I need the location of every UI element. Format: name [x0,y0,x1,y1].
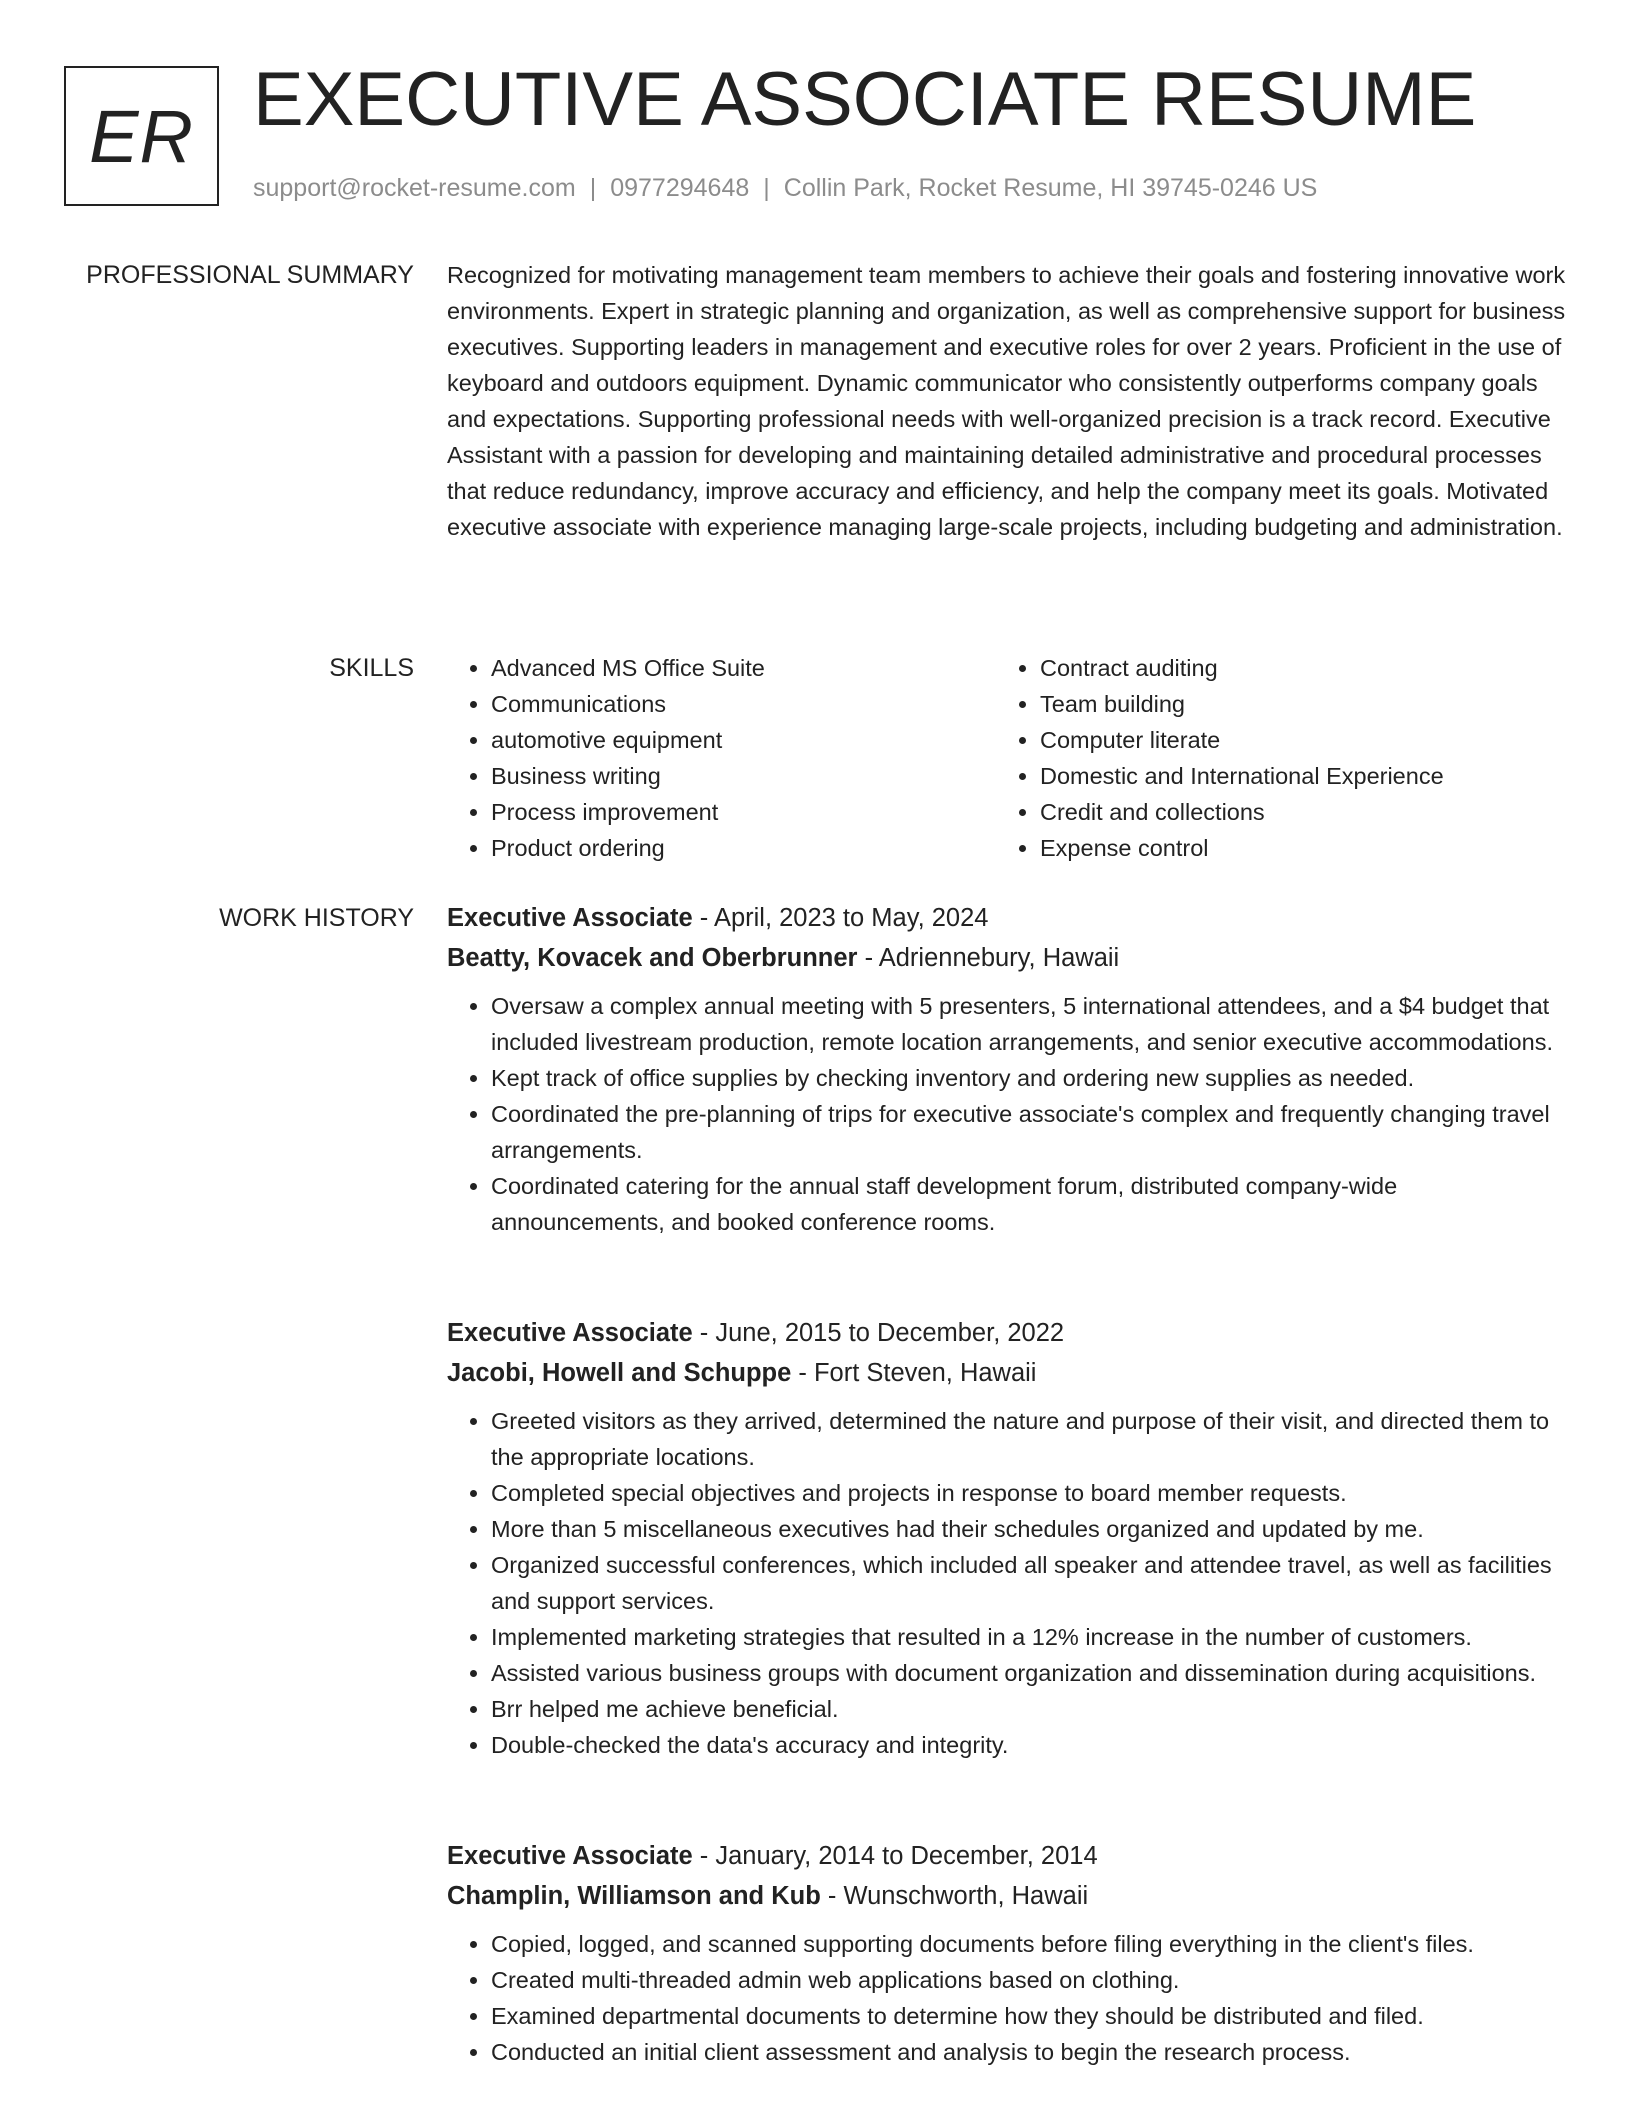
skill-item: • automotive equipment [491,722,996,758]
skill-item: • Contract auditing [1040,650,1545,686]
section-label-skills: SKILLS [329,654,414,682]
job-title: Executive Associate [447,904,693,932]
contact-line [253,174,1317,203]
job-bullet: • Assisted various business groups with document organization and dissemination during acquisitions. [491,1655,1567,1691]
monogram-initials: ER [89,94,194,178]
job-company-line [447,1353,1567,1393]
job-location: - Adriennebury, Hawaii [857,944,1120,972]
skills-body [447,650,1567,866]
job-entry [447,1836,1567,2070]
job-company-line [447,938,1567,978]
resume-title: EXECUTIVE ASSOCIATE RESUME [253,57,1477,142]
skill-item: • Advanced MS Office Suite [491,650,996,686]
job-location: - Fort Steven, Hawaii [791,1359,1037,1387]
job-bullet: • More than 5 miscellaneous executives had their schedules organized and updated by me. [491,1511,1567,1547]
job-entry [447,1313,1567,1763]
job-title-line [447,1836,1567,1876]
job-bullets [447,1403,1567,1763]
job-company-line [447,1876,1567,1916]
contact-separator: | [763,174,770,202]
skill-item: • Expense control [1040,830,1545,866]
job-bullet: • Coordinated the pre-planning of trips for executive associate's complex and frequently changing travel arrangements. [491,1096,1567,1168]
job-company: Champlin, Williamson and Kub [447,1882,821,1910]
job-bullets [447,1926,1567,2070]
section-label-summary: PROFESSIONAL SUMMARY [86,261,414,289]
job-bullets [447,988,1567,1240]
job-dates: - June, 2015 to December, 2022 [692,1319,1065,1347]
job-bullet: • Conducted an initial client assessment and analysis to begin the research process. [491,2034,1567,2070]
job-bullet: • Double-checked the data's accuracy and integrity. [491,1727,1567,1763]
contact-phone: 0977294648 [610,174,750,202]
skill-item: • Process improvement [491,794,996,830]
skill-item: • Team building [1040,686,1545,722]
monogram-box [64,66,219,206]
job-entry [447,898,1567,1240]
job-title: Executive Associate [447,1319,693,1347]
skill-item: • Product ordering [491,830,996,866]
contact-email: support@rocket-resume.com [253,174,576,202]
job-company: Jacobi, Howell and Schuppe [447,1359,792,1387]
skills-list-right [996,650,1545,866]
job-bullet: • Completed special objectives and projects in response to board member requests. [491,1475,1567,1511]
job-bullet: • Copied, logged, and scanned supporting documents before filing everything in the client's files. [491,1926,1567,1962]
skill-item: • Domestic and International Experience [1040,758,1545,794]
skill-item: • Communications [491,686,996,722]
contact-address: Collin Park, Rocket Resume, HI 39745-0246 US [783,174,1318,202]
skill-item: • Computer literate [1040,722,1545,758]
contact-separator: | [589,174,597,202]
job-bullet: • Organized successful conferences, which included all speaker and attendee travel, as well as facilities and support services. [491,1547,1567,1619]
job-company: Beatty, Kovacek and Oberbrunner [447,944,858,972]
job-dates: - January, 2014 to December, 2014 [692,1842,1098,1870]
job-bullet: • Examined departmental documents to determine how they should be distributed and filed. [491,1998,1567,2034]
job-title-line [447,898,1567,938]
job-location: - Wunschworth, Hawaii [820,1882,1089,1910]
summary-body [447,257,1567,545]
skill-item: • Business writing [491,758,996,794]
skill-item: • Credit and collections [1040,794,1545,830]
job-bullet: • Coordinated catering for the annual staff development forum, distributed company-wide announcements, and booked conference rooms. [491,1168,1567,1240]
job-bullet: • Brr helped me achieve beneficial. [491,1691,1567,1727]
job-bullet: • Oversaw a complex annual meeting with 5 presenters, 5 international attendees, and a $4 budget that included livestream production, remote location arrangements, and senior executive accommodations. [491,988,1567,1060]
summary-text: Recognized for motivating management team members to achieve their goals and fostering innovative work environments. Expert in strategic planning and organization, as well as comprehensive support for business executives. Supporting leaders in management and executive roles for over 2 years. Proficient in the use of keyboard and outdoors equipment. Dynamic communicator who consistently outperforms company goals and expectations. Supporting professional needs with well-organized precision is a track record. Executive Assistant with a passion for developing and maintaining detailed administrative and procedural processes that reduce redundancy, improve accuracy and efficiency, and help the company meet its goals. Motivated executive associate with experience managing large-scale projects, including budgeting and administration. [447,262,1566,540]
job-bullet: • Kept track of office supplies by checking inventory and ordering new supplies as needed. [491,1060,1567,1096]
job-bullet: • Implemented marketing strategies that resulted in a 12% increase in the number of customers. [491,1619,1567,1655]
skills-list-left [447,650,996,866]
section-label-work-history: WORK HISTORY [219,904,414,932]
job-bullet: • Created multi-threaded admin web applications based on clothing. [491,1962,1567,1998]
job-title-line [447,1313,1567,1353]
job-bullet: • Greeted visitors as they arrived, determined the nature and purpose of their visit, and directed them to the appropriate locations. [491,1403,1567,1475]
job-dates: - April, 2023 to May, 2024 [692,904,989,932]
job-title: Executive Associate [447,1842,693,1870]
